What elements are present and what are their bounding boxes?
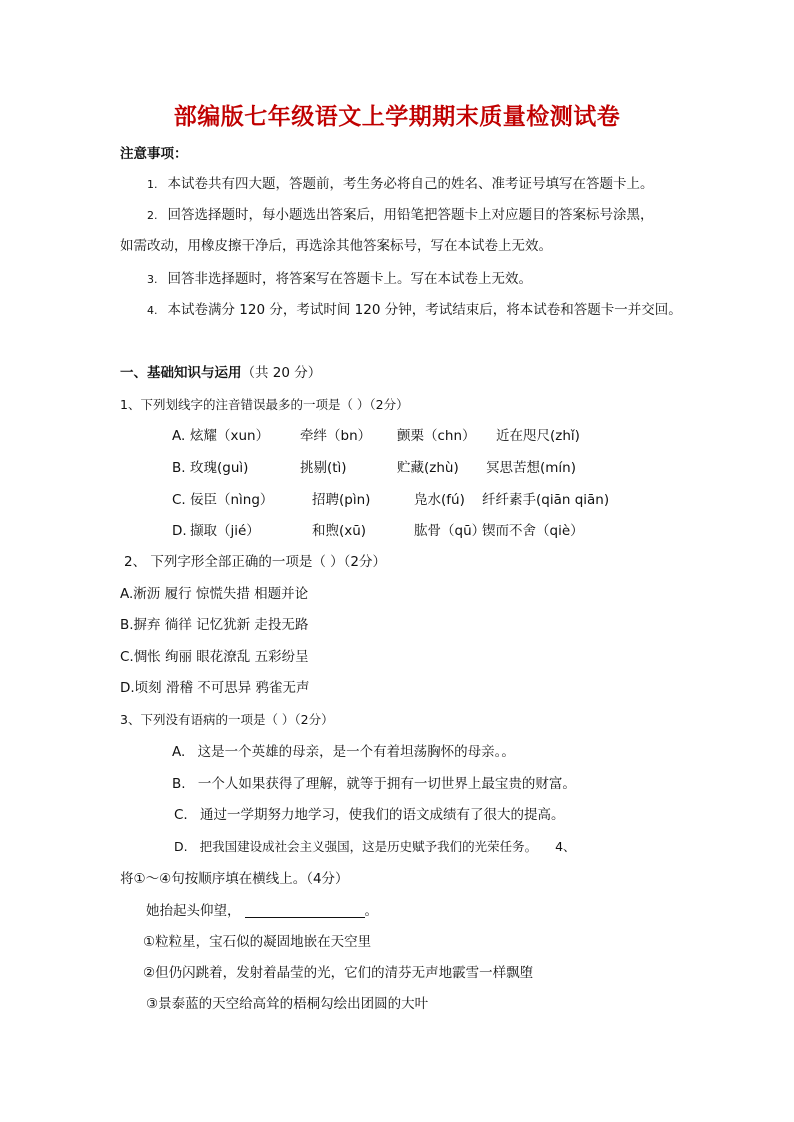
q1-option-c xyxy=(172,491,186,509)
q2-option-b: B.摒弃 徜徉 记忆犹新 走投无路 xyxy=(120,617,309,633)
q1-b-word-4: 冥思苦想(mín) xyxy=(486,460,576,476)
q1-c-word-1: 佞臣（nìng） xyxy=(190,492,274,508)
option-label: B. xyxy=(172,776,186,792)
q1-b-word-1: 玫瑰(guì) xyxy=(190,460,249,476)
option-label: C. xyxy=(172,492,186,508)
notice-text: 本试卷满分 120 分，考试时间 120 分钟，考试结束后，将本试卷和答题卡一并交回。 xyxy=(167,302,682,318)
option-label: A. xyxy=(172,428,186,444)
q1-option-b xyxy=(172,459,186,477)
q1-b-word-3: 贮藏(zhù) xyxy=(397,460,459,476)
q1-c-word-3: 凫水(fú) xyxy=(414,492,465,508)
q4-sentence-3: ③景泰蓝的天空给高耸的梧桐勾绘出团圆的大叶 xyxy=(146,996,429,1012)
q1-a-word-2: 牵绊（bn） xyxy=(300,428,372,444)
notice-item-1 xyxy=(147,175,654,194)
option-text: 一个人如果获得了理解，就等于拥有一切世界上最宝贵的财富。 xyxy=(197,776,576,792)
q1-d-word-2: 和煦(xū) xyxy=(312,523,367,539)
notice-item-4 xyxy=(147,301,682,320)
exam-title: 部编版七年级语文上学期期末质量检测试卷 xyxy=(173,104,621,130)
option-text: 把我国建设成社会主义强国，这是历史赋予我们的光荣任务。 xyxy=(199,839,538,854)
q1-c-word-4: 纤纤素手(qiān qiān) xyxy=(482,492,610,508)
q3-option-d xyxy=(174,838,576,856)
section-title: 一、基础知识与运用 xyxy=(120,365,242,381)
section-heading xyxy=(120,364,321,382)
notice-text: 本试卷共有四大题，答题前，考生务必将自己的姓名、准考证号填写在答题卡上。 xyxy=(167,176,654,192)
q1-b-word-2: 挑剔(tì) xyxy=(300,460,347,476)
q2-option-c: C.惆怅 绚丽 眼花潦乱 五彩纷呈 xyxy=(120,649,309,665)
q1-d-word-4: 锲而不舍（qiè） xyxy=(482,523,584,539)
option-label: A. xyxy=(172,744,186,760)
option-label: D. xyxy=(172,523,187,539)
q1-d-word-1: 撷取（jié） xyxy=(190,523,260,539)
question-2-stem: 2、 下列字形全部正确的一项是（ ）（2分） xyxy=(124,554,387,570)
notice-text: 回答选择题时，每小题选出答案后，用铅笔把答题卡上对应题目的答案标号涂黑， xyxy=(167,207,654,223)
question-3-stem: 3、下列没有语病的一项是（ ）（2分） xyxy=(120,712,334,727)
q4-sentence-2: ②但仍闪跳着，发射着晶莹的光，它们的清芬无声地霰雪一样飘堕 xyxy=(143,965,534,981)
notice-heading: 注意事项： xyxy=(120,146,188,162)
q2-option-a: A.淅沥 履行 惊慌失措 相题并论 xyxy=(120,586,309,602)
q3-option-b xyxy=(172,775,576,793)
q3-option-c xyxy=(174,806,565,824)
q2-option-d: D.顷刻 滑稽 不可思异 鸦雀无声 xyxy=(120,680,310,696)
notice-text: 回答非选择题时，将答案写在答题卡上。写在本试卷上无效。 xyxy=(167,271,532,287)
option-label: C. xyxy=(174,807,188,823)
option-label: D. xyxy=(174,839,188,854)
notice-num: 4. xyxy=(147,304,158,317)
q1-c-word-2: 招聘(pìn) xyxy=(312,492,371,508)
q4-lead-end: 。 xyxy=(364,903,378,919)
option-text: 这是一个英雄的母亲，是一个有着坦荡胸怀的母亲。。 xyxy=(197,744,515,760)
q4-lead-text: 她抬起头仰望， xyxy=(146,903,241,919)
notice-item-2 xyxy=(147,206,654,225)
question-1-stem: 1、下列划线字的注音错误最多的一项是（ ）（2分） xyxy=(120,397,409,412)
answer-blank[interactable] xyxy=(245,903,365,918)
option-label: B. xyxy=(172,460,186,476)
section-score: （共 20 分） xyxy=(241,365,322,381)
q4-lead-line xyxy=(146,902,378,920)
q1-a-word-4: 近在咫尺(zhǐ) xyxy=(496,428,580,444)
notice-num: 2. xyxy=(147,209,158,222)
q4-sentence-1: ①粒粒星，宝石似的凝固地嵌在天空里 xyxy=(143,934,372,950)
option-text: 通过一学期努力地学习，使我们的语文成绩有了很大的提高。 xyxy=(200,807,565,823)
q1-option-d xyxy=(172,522,187,540)
notice-item-3 xyxy=(147,270,532,289)
notice-item-2-cont: 如需改动，用橡皮擦干净后，再选涂其他答案标号，写在本试卷上无效。 xyxy=(120,238,552,254)
q1-option-a xyxy=(172,427,185,445)
q1-a-word-3: 颤栗（chn） xyxy=(397,428,476,444)
question-4-number: 4、 xyxy=(555,839,576,854)
q3-option-a xyxy=(172,743,515,761)
notice-num: 3. xyxy=(147,273,158,286)
question-4-stem: 将①～④句按顺序填在横线上。（4分） xyxy=(120,871,349,887)
q1-d-word-3: 肱骨（qū） xyxy=(414,523,486,539)
q1-a-word-1: 炫耀（xun） xyxy=(190,428,270,444)
notice-num: 1. xyxy=(147,178,158,191)
